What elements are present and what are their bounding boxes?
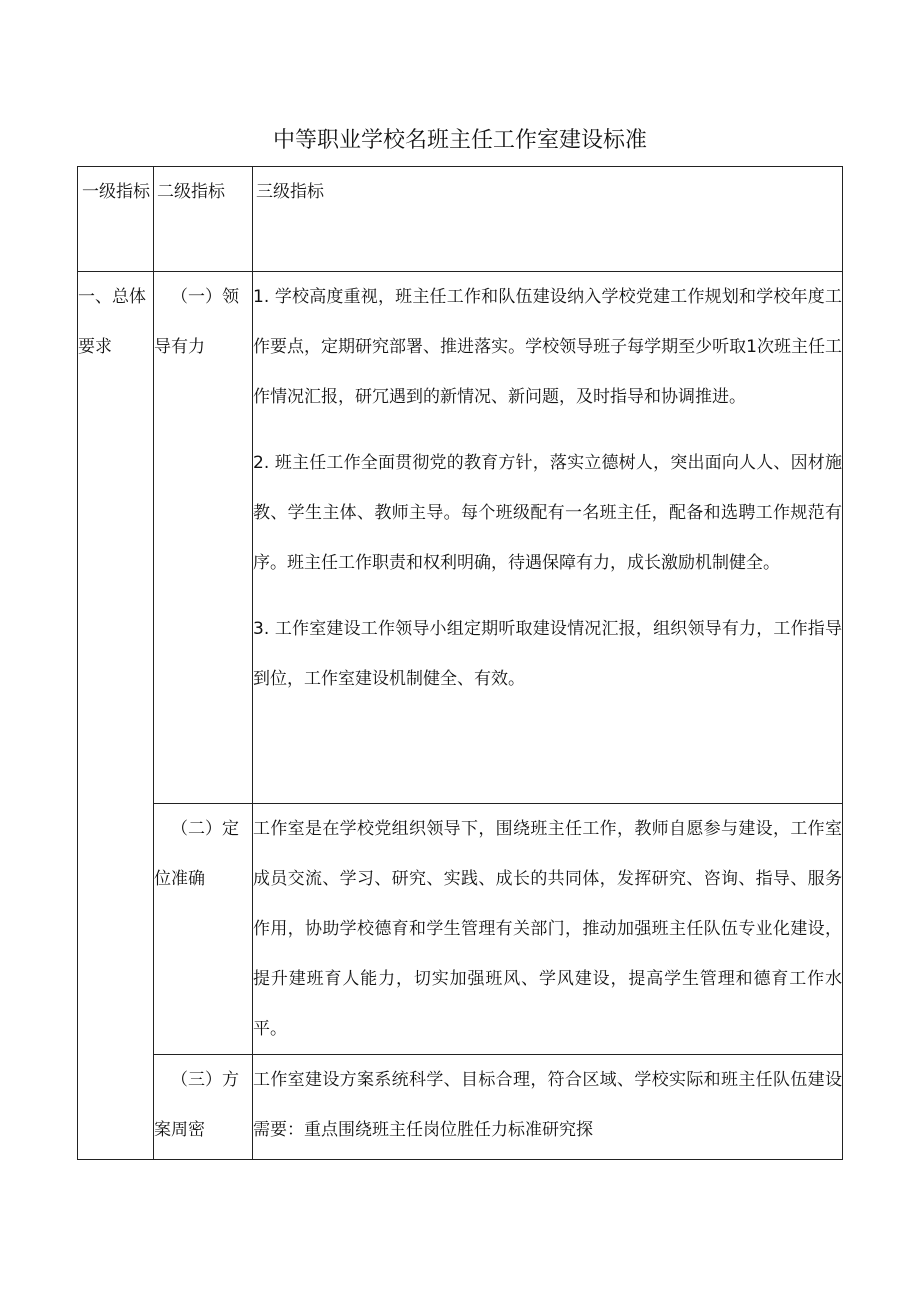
criterion-paragraph: 工作室是在学校党组织领导下，围绕班主任工作，教师自愿参与建设，工作室成员交流、学习、研究、实践、成长的共同体，发挥研究、咨询、指导、服务作用，协助学校德育和学生管理有关部门，推动加强班主任队伍专业化建设，提升建班育人能力，切实加强班风、学风建设，提高学生管理和德育工作水平。 (253, 819, 842, 1039)
level2-cell-leadership (154, 272, 253, 804)
header-level1: 一级指标 (78, 167, 154, 272)
level3-cell-leadership (253, 272, 843, 804)
document-title: 中等职业学校名班主任工作室建设标准 (272, 128, 647, 153)
level2-cell-plan (154, 1055, 253, 1160)
criterion-paragraph: 1. 学校高度重视，班主任工作和队伍建设纳入学校党建工作规划和学校年度工作要点，定期研究部署、推进落实。学校领导班子每学期至少听取1次班主任工作情况汇报，研冗遇到的新情况、新问题，及时指导和协调推进。 (253, 287, 842, 407)
criterion-paragraph: 3. 工作室建设工作领导小组定期听取建设情况汇报，组织领导有力，工作指导到位，工作室建设机制健全、有效。 (253, 619, 842, 689)
criterion-paragraph: 工作室建设方案系统科学、目标合理，符合区域、学校实际和班主任队伍建设需要：重点围绕班主任岗位胜任力标准研究探 (253, 1070, 842, 1140)
table-row (78, 272, 843, 804)
table-header-row (78, 167, 843, 272)
level2-label: （三）方案周密 (154, 1070, 239, 1140)
header-level3: 三级指标 (253, 167, 843, 272)
header-level2: 二级指标 (154, 167, 253, 272)
criterion-paragraph: 2. 班主任工作全面贯彻党的教育方针，落实立德树人，突出面向人人、因材施教、学生主体、教师主导。每个班级配有一名班主任，配备和选聘工作规范有序。班主任工作职责和权利明确，待遇保障有力，成长激励机制健全。 (253, 453, 842, 573)
table-row (78, 1055, 843, 1160)
level3-cell-positioning (253, 804, 843, 1055)
level2-label: （二）定位准确 (154, 819, 239, 889)
standards-table (77, 166, 843, 1160)
level1-cell-general-requirements: 一、总体要求 (78, 272, 154, 1160)
level2-cell-positioning (154, 804, 253, 1055)
level2-label: （一）领导有力 (154, 287, 239, 357)
table-row (78, 804, 843, 1055)
level3-cell-plan (253, 1055, 843, 1160)
